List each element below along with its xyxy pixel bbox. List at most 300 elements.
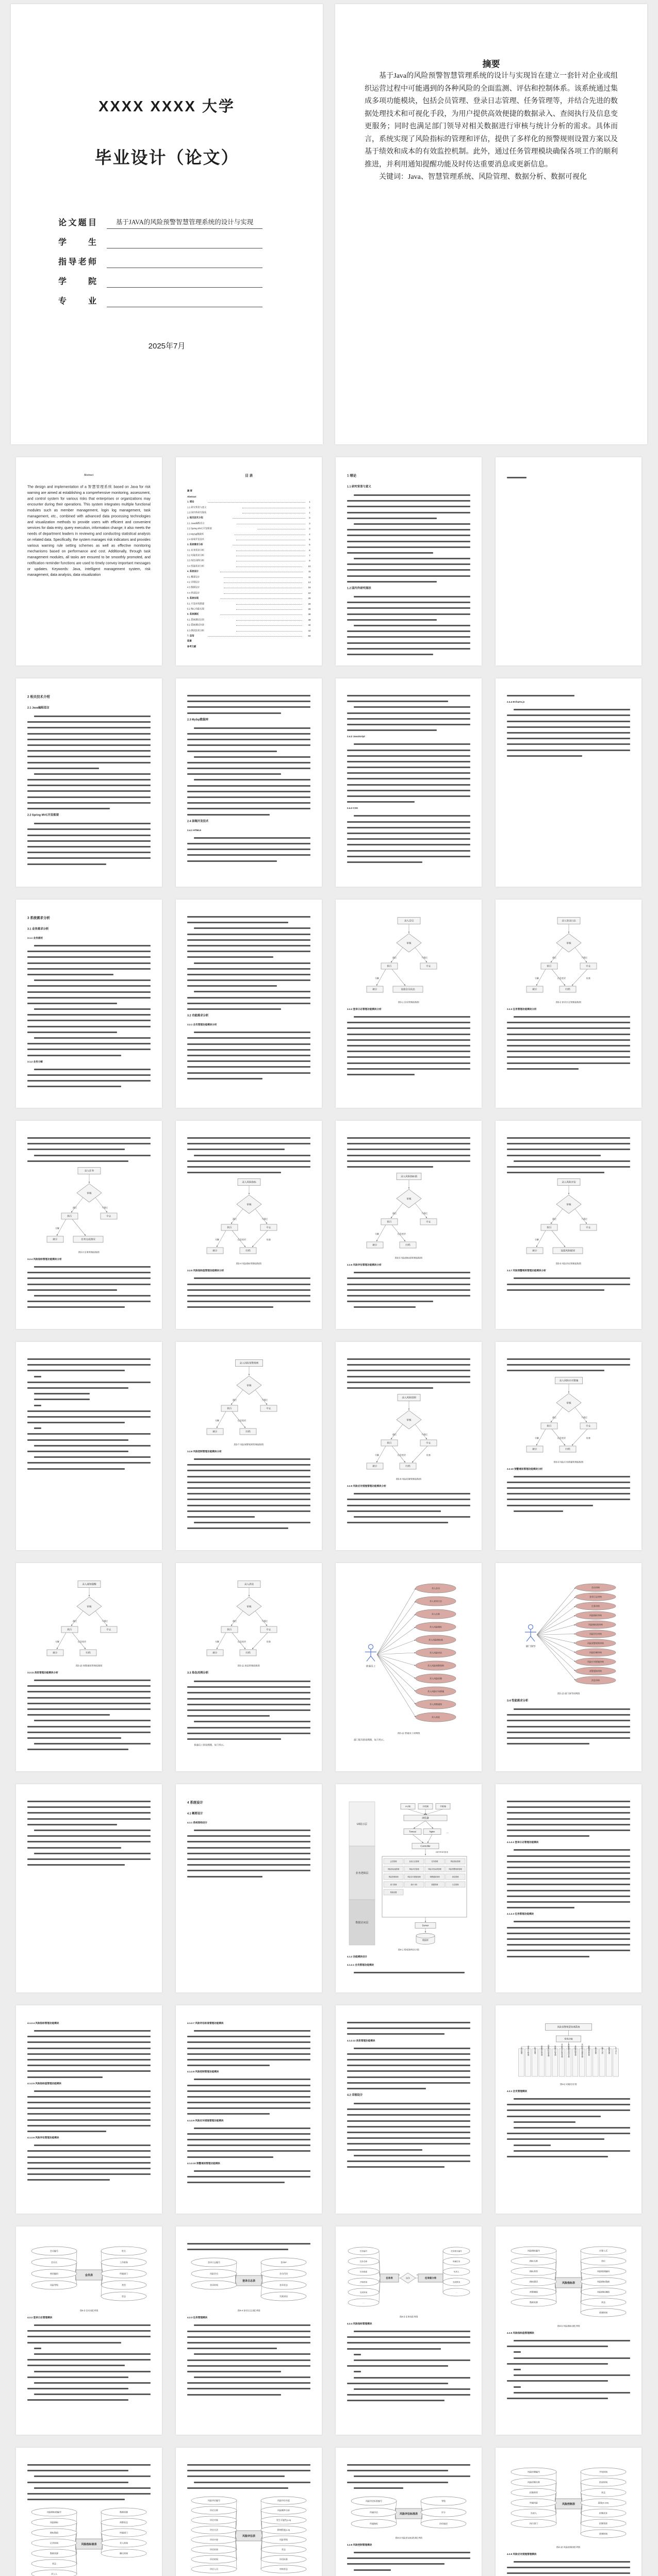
page-thumbnail-er-indicator[interactable] <box>496 2226 641 2435</box>
page-thumbnail-steps-list[interactable] <box>16 1342 162 1550</box>
svg-text:统计: 统计 <box>532 988 537 991</box>
text-line <box>187 2139 310 2140</box>
svg-text:录入风险预警规则: 录入风险预警规则 <box>239 1361 258 1365</box>
page-thumbnail-modules-3[interactable] <box>176 2005 322 2214</box>
text-line <box>187 945 310 946</box>
text-line <box>507 1284 630 1285</box>
toc-entry: 4. 系统设计 11 <box>187 570 310 573</box>
page-abstract-cn[interactable] <box>335 4 647 444</box>
heading-2: 3.2 功能需求分析 <box>187 1013 209 1018</box>
text-line <box>27 1818 151 1820</box>
toc-leader-dots <box>236 625 302 626</box>
text-line <box>27 1032 117 1033</box>
svg-text:Controller: Controller <box>420 1844 431 1848</box>
svg-text:审核: 审核 <box>86 1191 92 1194</box>
text-line <box>347 512 470 513</box>
svg-text:录入人: 录入人 <box>51 2572 57 2575</box>
toc-entry: 4.3 数据设计 18 <box>187 586 310 589</box>
page-thumbnail-ch1-tail[interactable] <box>496 457 641 666</box>
text-line <box>347 784 470 786</box>
text-line <box>507 1068 579 1070</box>
text-line <box>347 718 470 720</box>
paragraph <box>507 1358 630 1371</box>
page-thumbnail-ch2-tech-2[interactable] <box>176 678 322 887</box>
page-thumbnail-abstract-en[interactable] <box>16 457 162 666</box>
svg-text:执行: 执行 <box>546 1226 552 1229</box>
svg-text:风险评估标准编号: 风险评估标准编号 <box>366 2499 382 2502</box>
page-thumbnail-flow-notice[interactable] <box>16 1563 162 1771</box>
text-line <box>187 2249 288 2250</box>
text-line <box>507 1933 630 1934</box>
page-thumbnail-er-standard[interactable] <box>336 2448 482 2576</box>
text-line <box>507 1720 630 1721</box>
text-line <box>27 2059 151 2060</box>
svg-text:执行: 执行 <box>386 1220 392 1223</box>
svg-text:中止: 中止 <box>266 1407 271 1410</box>
svg-text:指标类型: 指标类型 <box>530 2270 538 2273</box>
svg-text:风险指标管理: 风险指标管理 <box>450 1860 460 1863</box>
svg-text:通过: 通过 <box>392 956 397 959</box>
page-thumbnail-er-indicator-value[interactable] <box>16 2448 162 2576</box>
paragraph <box>187 1155 310 1174</box>
text-line <box>354 2371 361 2372</box>
paragraph-short <box>507 2351 630 2353</box>
text-line <box>187 2331 310 2332</box>
svg-text:风险指标审核: 风险指标审核 <box>589 1614 602 1617</box>
toc-entry: 6.2 系统测试内容 40 <box>187 623 310 627</box>
text-line <box>187 2394 281 2396</box>
svg-text:不通过: 不通过 <box>101 1620 108 1622</box>
text-line <box>27 779 151 780</box>
text-line <box>187 843 310 844</box>
text-line <box>514 2121 575 2123</box>
toc-entry: 3.2 功能需求分析 7 <box>187 554 310 557</box>
toc-entry: 2. 相关技术介绍 3 <box>187 516 310 520</box>
text-line <box>354 2475 470 2477</box>
figure-caption: 图4-6 风险指标表E-R图 <box>557 2324 580 2328</box>
page-thumbnail-architecture[interactable] <box>336 1784 482 1992</box>
text-line <box>507 743 630 745</box>
text-line <box>187 762 310 763</box>
svg-text:手机端: 手机端 <box>422 1805 429 1808</box>
heading-1: 3 系统需求分析 <box>27 916 50 920</box>
svg-text:完成情况: 完成情况 <box>452 2281 460 2283</box>
text-line <box>27 2376 128 2378</box>
text-line <box>27 2048 151 2049</box>
toc-entry: 2.4 前端开发技术 5 <box>187 538 310 541</box>
page-thumbnail-org-chart[interactable] <box>496 2005 641 2214</box>
svg-text:业务逻辑层: 业务逻辑层 <box>355 1871 369 1875</box>
svg-text:结束时间: 结束时间 <box>599 2481 607 2484</box>
text-line <box>194 1458 310 1460</box>
text-line <box>507 1289 604 1291</box>
svg-text:任务名称: 任务名称 <box>359 2261 368 2263</box>
text-line <box>347 2557 470 2559</box>
text-line <box>27 2388 128 2389</box>
text-line <box>507 750 630 751</box>
paragraph-short <box>507 2145 630 2146</box>
svg-text:预警通知管理: 预警通知管理 <box>430 1876 440 1879</box>
svg-text:执行: 执行 <box>226 1226 232 1229</box>
figure-er-diagram <box>507 2464 630 2546</box>
page-thumbnail-ch1-intro[interactable] <box>336 457 482 666</box>
svg-text:风险控制管理: 风险控制管理 <box>574 2046 577 2056</box>
svg-text:录入会员: 录入会员 <box>432 1587 440 1590</box>
text-line <box>347 1027 470 1029</box>
paragraph <box>27 823 151 865</box>
svg-text:评估内容: 评估内容 <box>210 2538 218 2541</box>
heading-3: 4.1.2.9 风险应对措施管理功能模块 <box>187 2119 224 2122</box>
heading-2: 2.3 MySql数据库 <box>187 718 209 721</box>
text-line <box>27 744 151 746</box>
heading-3: 3.1.1 业务描述 <box>27 936 43 939</box>
text-line <box>514 2351 521 2353</box>
text-line <box>34 1266 151 1268</box>
heading-3: 4.2.2 登录日志管理模块 <box>27 2316 53 2319</box>
paragraph <box>27 2382 151 2389</box>
text-line <box>194 2170 310 2172</box>
text-line <box>27 2119 151 2121</box>
text-line <box>347 1074 415 1075</box>
text-line <box>187 2133 310 2135</box>
text-line <box>194 1522 310 1523</box>
text-line <box>187 785 310 787</box>
toc-entry: 4.4 界面设计 22 <box>187 591 310 594</box>
text-line <box>187 968 310 970</box>
text-line <box>187 997 310 999</box>
paragraph <box>27 773 151 809</box>
paragraph <box>27 2371 151 2378</box>
text-line <box>514 2098 630 2100</box>
cover-field-row <box>58 209 262 229</box>
text-line <box>347 1295 470 1297</box>
page-thumbnail-modules-4[interactable] <box>336 2005 482 2214</box>
svg-text:信息变更: 信息变更 <box>557 977 566 979</box>
text-line <box>187 1858 310 1860</box>
svg-text:评估人员: 评估人员 <box>210 2568 218 2571</box>
page-thumbnail-er-assess[interactable] <box>176 2448 322 2576</box>
paragraph <box>27 1037 151 1056</box>
text-line <box>347 581 437 583</box>
svg-text:中止: 中止 <box>425 1220 431 1223</box>
text-line <box>507 1867 630 1868</box>
page-thumbnail-usecase-staff[interactable] <box>336 1563 482 1771</box>
svg-text:登录日志编号: 登录日志编号 <box>208 2261 220 2264</box>
text-line <box>34 1008 151 1010</box>
text-line <box>194 1721 310 1722</box>
text-line <box>507 1743 589 1744</box>
svg-text:信息变更: 信息变更 <box>77 1640 86 1643</box>
text-line <box>347 695 470 696</box>
figure-usecase <box>347 1580 470 1732</box>
text-line <box>34 945 151 946</box>
text-line <box>347 1522 448 1523</box>
heading-3: 3.2.4 风险指标管理功能模块分析 <box>27 1257 62 1260</box>
svg-text:录入预警通知: 录入预警通知 <box>430 1703 442 1706</box>
svg-text:登录IP: 登录IP <box>281 2261 287 2264</box>
text-line <box>187 916 310 918</box>
page-thumbnail-ch4-design[interactable] <box>176 1784 322 1992</box>
page-thumbnail-er-member[interactable] <box>16 2226 162 2435</box>
text-line <box>27 1014 151 1016</box>
text-line <box>27 1841 151 1842</box>
text-line <box>27 1858 151 1860</box>
text-line <box>507 1884 630 1885</box>
svg-text:风险评估编号: 风险评估编号 <box>208 2499 220 2502</box>
page-thumbnail-modules-2[interactable] <box>16 2005 162 2214</box>
svg-text:风险等级: 风险等级 <box>279 2538 288 2541</box>
page-thumbnail-flow-control[interactable] <box>336 1342 482 1550</box>
svg-text:执行: 执行 <box>546 1424 552 1427</box>
text-line <box>507 2398 608 2399</box>
page-thumbnail-ch3-req[interactable] <box>16 900 162 1108</box>
text-line <box>507 2346 608 2347</box>
paragraph <box>347 815 470 863</box>
heading-3: 2.4.1 HTML5 <box>187 828 201 832</box>
cover-field-row <box>58 268 262 288</box>
svg-text:审核: 审核 <box>246 1605 252 1608</box>
page-thumbnail-ch2-tech-4[interactable] <box>496 678 641 887</box>
page-thumbnail-modules-1[interactable] <box>496 1784 641 1992</box>
svg-text:录入风险控制: 录入风险控制 <box>430 1677 442 1680</box>
page-thumbnail-er-task[interactable] <box>336 2226 482 2435</box>
svg-text:风险应对措施管理: 风险应对措施管理 <box>581 2043 583 2058</box>
svg-text:检查: 检查 <box>586 1436 590 1439</box>
svg-text:所属风险: 所属风险 <box>530 2501 538 2504</box>
page-thumbnail-er-control[interactable] <box>496 2448 641 2576</box>
toc-entry: 参考文献 <box>187 645 196 648</box>
text-line <box>347 1376 470 1377</box>
cover-field-value: 基于JAVA的风险预警智慧管理系统的设计与实现 <box>107 217 262 229</box>
paragraph-short <box>27 1427 151 1429</box>
paragraph <box>187 695 310 714</box>
svg-text:中止: 中止 <box>266 1628 271 1631</box>
text-line <box>187 1835 310 1837</box>
text-line <box>34 1720 151 1721</box>
svg-text:中止: 中止 <box>266 1226 271 1229</box>
svg-text:所属指标: 所属指标 <box>370 2522 378 2525</box>
text-line <box>187 1066 310 1068</box>
page-thumbnail-perf-tail[interactable] <box>16 1784 162 1992</box>
text-line <box>347 2132 470 2133</box>
paragraph <box>187 2324 310 2349</box>
toc-entry: 6.3 测试结果分析 42 <box>187 629 310 632</box>
text-line <box>187 2470 310 2471</box>
page-thumbnail-flow-task[interactable] <box>16 1121 162 1329</box>
svg-text:执行: 执行 <box>386 965 392 968</box>
figure-caption: 图3-12 普通员工用例图 <box>397 1732 420 1735</box>
paragraph <box>27 1358 151 1371</box>
text-line <box>347 500 470 502</box>
svg-text:数据访问层: 数据访问层 <box>355 1921 369 1924</box>
text-line <box>187 1289 310 1291</box>
text-line <box>27 956 151 958</box>
svg-text:风险指标值编号: 风险指标值编号 <box>47 2511 61 2514</box>
svg-text:不通过: 不通过 <box>261 1218 268 1221</box>
text-line <box>187 2113 270 2115</box>
svg-text:通过: 通过 <box>72 1620 77 1622</box>
svg-text:不通过: 不通过 <box>581 1218 587 1221</box>
svg-text:评价描述: 评价描述 <box>439 2522 448 2525</box>
text-line <box>347 2120 470 2122</box>
text-line <box>514 1510 563 1512</box>
page-thumbnail-er-loginlog[interactable] <box>176 2226 322 2435</box>
text-line <box>354 2331 470 2332</box>
text-line <box>27 1055 121 1056</box>
text-line <box>194 756 310 758</box>
page-thumbnail-toc[interactable] <box>176 457 322 666</box>
text-line <box>194 2376 310 2378</box>
figure-caption: 图4-10 风险控制表E-R图 <box>556 2546 581 2549</box>
text-line <box>27 796 151 798</box>
figure-er-diagram <box>187 2493 310 2576</box>
text-line <box>347 2342 470 2344</box>
text-line <box>187 1733 310 1734</box>
text-line <box>27 1026 151 1027</box>
text-line <box>507 721 630 722</box>
page-thumbnail-ch3-req-2[interactable] <box>176 900 322 1108</box>
paragraph <box>347 2359 470 2367</box>
text-line <box>27 2179 110 2181</box>
page-thumbnail-flow-assess[interactable] <box>496 1121 641 1329</box>
text-line <box>354 596 470 597</box>
text-line <box>354 706 470 708</box>
text-line <box>27 2102 151 2103</box>
page-thumbnail-ch2-tech[interactable] <box>16 678 162 887</box>
text-line <box>27 1137 151 1139</box>
svg-text:风险评估表: 风险评估表 <box>242 2534 256 2538</box>
heading-3: 4.1.2.6 风险评估管理功能模块 <box>27 2136 59 2139</box>
paragraph <box>507 2374 630 2382</box>
svg-text:Nginx: Nginx <box>429 1830 435 1833</box>
text-line <box>27 2131 106 2132</box>
paragraph <box>27 1069 151 1088</box>
text-line <box>187 2342 310 2344</box>
text-line <box>27 2336 151 2337</box>
svg-text:执行: 执行 <box>226 1407 232 1410</box>
text-line <box>507 1022 630 1023</box>
text-line <box>27 802 151 804</box>
svg-text:录入风险控制: 录入风险控制 <box>401 1396 416 1399</box>
text-line <box>27 951 151 952</box>
text-line <box>354 2552 470 2553</box>
text-line <box>347 778 470 779</box>
page-thumbnail-flow-rule[interactable] <box>176 1342 322 1550</box>
svg-text:评估时间: 评估时间 <box>210 2558 218 2561</box>
paragraph <box>187 2079 310 2115</box>
page-thumbnail-ch2-tech-3[interactable] <box>336 678 482 887</box>
svg-text:录入风险评估: 录入风险评估 <box>430 1651 442 1654</box>
text-line <box>187 2065 270 2066</box>
text-line <box>34 1853 151 1854</box>
text-line <box>187 1055 310 1056</box>
svg-text:风险预警规则管理: 风险预警规则管理 <box>567 2043 570 2058</box>
text-line <box>27 1086 121 1087</box>
svg-text:…: … <box>446 1831 449 1834</box>
paragraph <box>507 2127 630 2140</box>
text-line <box>187 1482 310 1483</box>
text-line <box>347 619 437 621</box>
svg-text:审核: 审核 <box>566 1401 571 1404</box>
paragraph <box>507 1137 630 1156</box>
text-line <box>27 1003 117 1004</box>
heading-2: 3.3 角色用例分析 <box>187 1671 209 1674</box>
text-line <box>27 1160 128 1162</box>
text-line <box>507 2363 608 2365</box>
svg-text:风险预警智慧管理系统: 风险预警智慧管理系统 <box>557 2025 580 2029</box>
paragraph-short <box>27 1399 151 1400</box>
svg-text:不通过: 不通过 <box>421 956 427 959</box>
svg-text:设置会员状态: 设置会员状态 <box>400 988 415 991</box>
text-line <box>347 1166 433 1168</box>
page-thumbnail-flow-message[interactable] <box>176 1563 322 1771</box>
svg-text:归档: 归档 <box>85 1651 91 1654</box>
svg-text:执行部门: 执行部门 <box>530 2522 538 2525</box>
text-line <box>27 2359 151 2361</box>
cover-field-row <box>58 248 262 268</box>
text-line <box>27 768 99 769</box>
figure-caption: 图4-3 会员表E-R图 <box>79 2309 98 2312</box>
paragraph <box>27 945 151 975</box>
svg-text:分解: 分解 <box>215 1419 219 1422</box>
text-line <box>187 1841 310 1842</box>
page-thumbnail-flow-indicator-value[interactable] <box>336 1121 482 1329</box>
svg-text:风险预警规则管理: 风险预警规则管理 <box>449 1868 462 1871</box>
text-line <box>27 1149 125 1150</box>
toc-entry: 4.1 概要设计 11 <box>187 575 310 578</box>
text-line <box>34 2145 151 2146</box>
page-thumbnail-flow-response[interactable] <box>496 1342 641 1550</box>
heading-3: 4.2.5 风险指标值管理模块 <box>507 2331 534 2334</box>
paragraph-short <box>347 2371 470 2372</box>
paragraph <box>187 1522 310 1529</box>
text-line <box>194 837 310 839</box>
text-line <box>27 739 151 740</box>
paragraph-short <box>347 2354 470 2355</box>
figure-flowchart <box>507 916 630 1001</box>
text-line <box>187 939 310 941</box>
svg-text:分解: 分解 <box>534 1436 539 1439</box>
heading-3: 3.2.10 预警通知管理功能模块分析 <box>507 1467 543 1470</box>
svg-text:风险控制审核: 风险控制审核 <box>589 1651 602 1654</box>
svg-text:系统功能: 系统功能 <box>564 2037 573 2040</box>
text-line <box>194 1032 310 1033</box>
text-line <box>187 2359 310 2361</box>
figure-er-diagram <box>507 2243 630 2325</box>
page-cover[interactable] <box>11 4 323 444</box>
heading-3: 4.1.2.8 风险控制管理功能模块 <box>187 2070 219 2073</box>
svg-text:统计: 统计 <box>372 988 377 991</box>
svg-text:录入登录日志: 录入登录日志 <box>561 919 576 922</box>
text-line <box>187 1043 310 1045</box>
figure-caption: 图3-10 预警通知管理流程图 <box>75 1664 103 1667</box>
svg-text:统计: 统计 <box>212 1651 218 1654</box>
text-line <box>187 791 310 792</box>
svg-text:风险控制名称: 风险控制名称 <box>528 2481 540 2484</box>
text-line <box>187 2156 273 2158</box>
text-line <box>27 852 151 853</box>
svg-text:确认时间: 确认时间 <box>120 2552 128 2555</box>
text-line <box>27 1864 125 1866</box>
svg-text:评估标准: 评估标准 <box>279 2558 288 2561</box>
text-line <box>507 1364 630 1366</box>
page-thumbnail-flow-loginlog[interactable] <box>496 900 641 1108</box>
page-thumbnail-flow-indicator[interactable] <box>176 1121 322 1329</box>
paragraph <box>347 706 470 731</box>
page-thumbnail-flow-member[interactable] <box>336 900 482 1108</box>
page-thumbnail-usecase-leader[interactable] <box>496 1563 641 1771</box>
text-line <box>347 1051 470 1052</box>
